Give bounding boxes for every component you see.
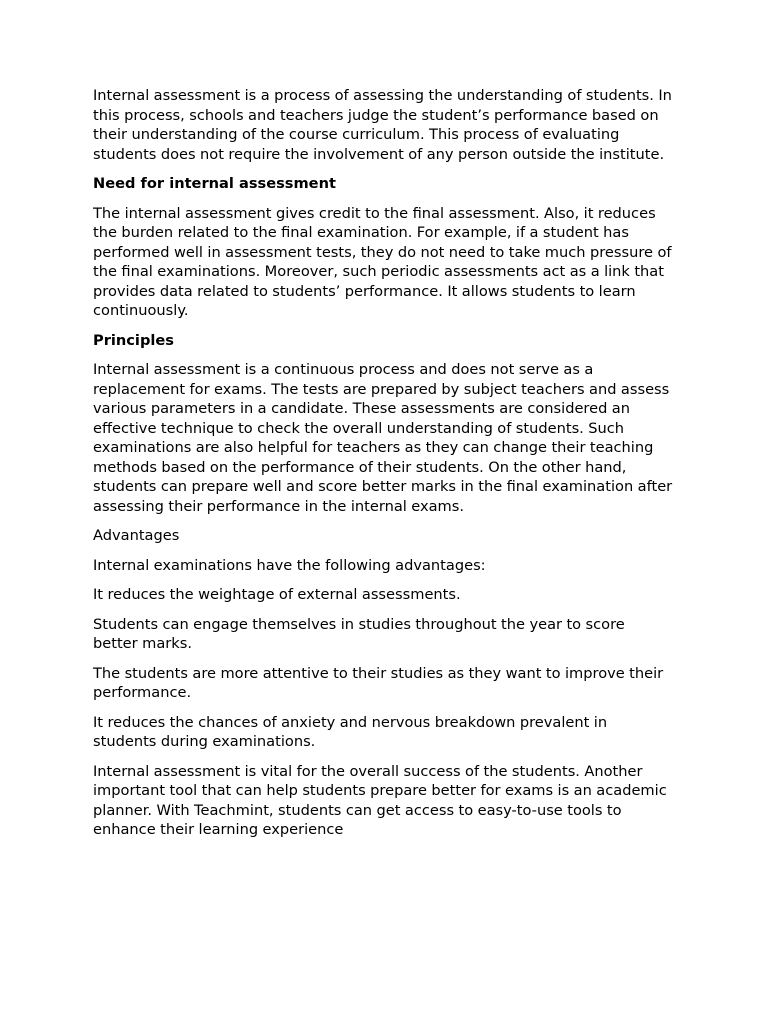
need-paragraph: The internal assessment gives credit to the final assessment. Also, it reduces the burden related to the final examination. For example, if a student has performed well in assessment tests, they do not need to take much pressure of the final examinations. Moreover, such periodic assessments act as a link that provides data related to students’ performance. It allows students to learn continuously. <box>93 204 672 319</box>
section-heading-need: Need for internal assessment <box>93 175 336 192</box>
advantage-item-2: Students can engage themselves in studies throughout the year to score better marks. <box>93 615 625 652</box>
advantage-item-4: It reduces the chances of anxiety and nervous breakdown prevalent in students during examinations. <box>93 713 608 750</box>
advantage-item-1: It reduces the weightage of external assessments. <box>93 586 461 603</box>
closing-paragraph: Internal assessment is vital for the overall success of the students. Another important tool that can help students prepare better for exams is an academic planner. With Teachmint, students can get access to easy-to-use tools to enhance their learning experience <box>93 762 667 838</box>
principles-paragraph: Internal assessment is a continuous process and does not serve as a replacement for exams. The tests are prepared by subject teachers and assess various parameters in a candidate. These assessments are considered an effective technique to check the overall understanding of students. Such examinations are also helpful for teachers as they can change their teaching methods based on the performance of their students. On the other hand, students can prepare well and score better marks in the final examination after assessing their performance in the internal exams. <box>93 361 673 515</box>
advantage-item-3: The students are more attentive to their studies as they want to improve their performance. <box>93 664 664 701</box>
intro-paragraph: Internal assessment is a process of assessing the understanding of students. In this process, schools and teachers judge the student’s performance based on their understanding of the course curriculum. This process of evaluating students does not require the involvement of any person outside the institute. <box>93 87 672 163</box>
advantages-label: Advantages <box>93 527 180 544</box>
document-page <box>93 86 673 850</box>
advantages-intro: Internal examinations have the following advantages: <box>93 556 486 574</box>
section-heading-principles: Principles <box>93 331 174 349</box>
